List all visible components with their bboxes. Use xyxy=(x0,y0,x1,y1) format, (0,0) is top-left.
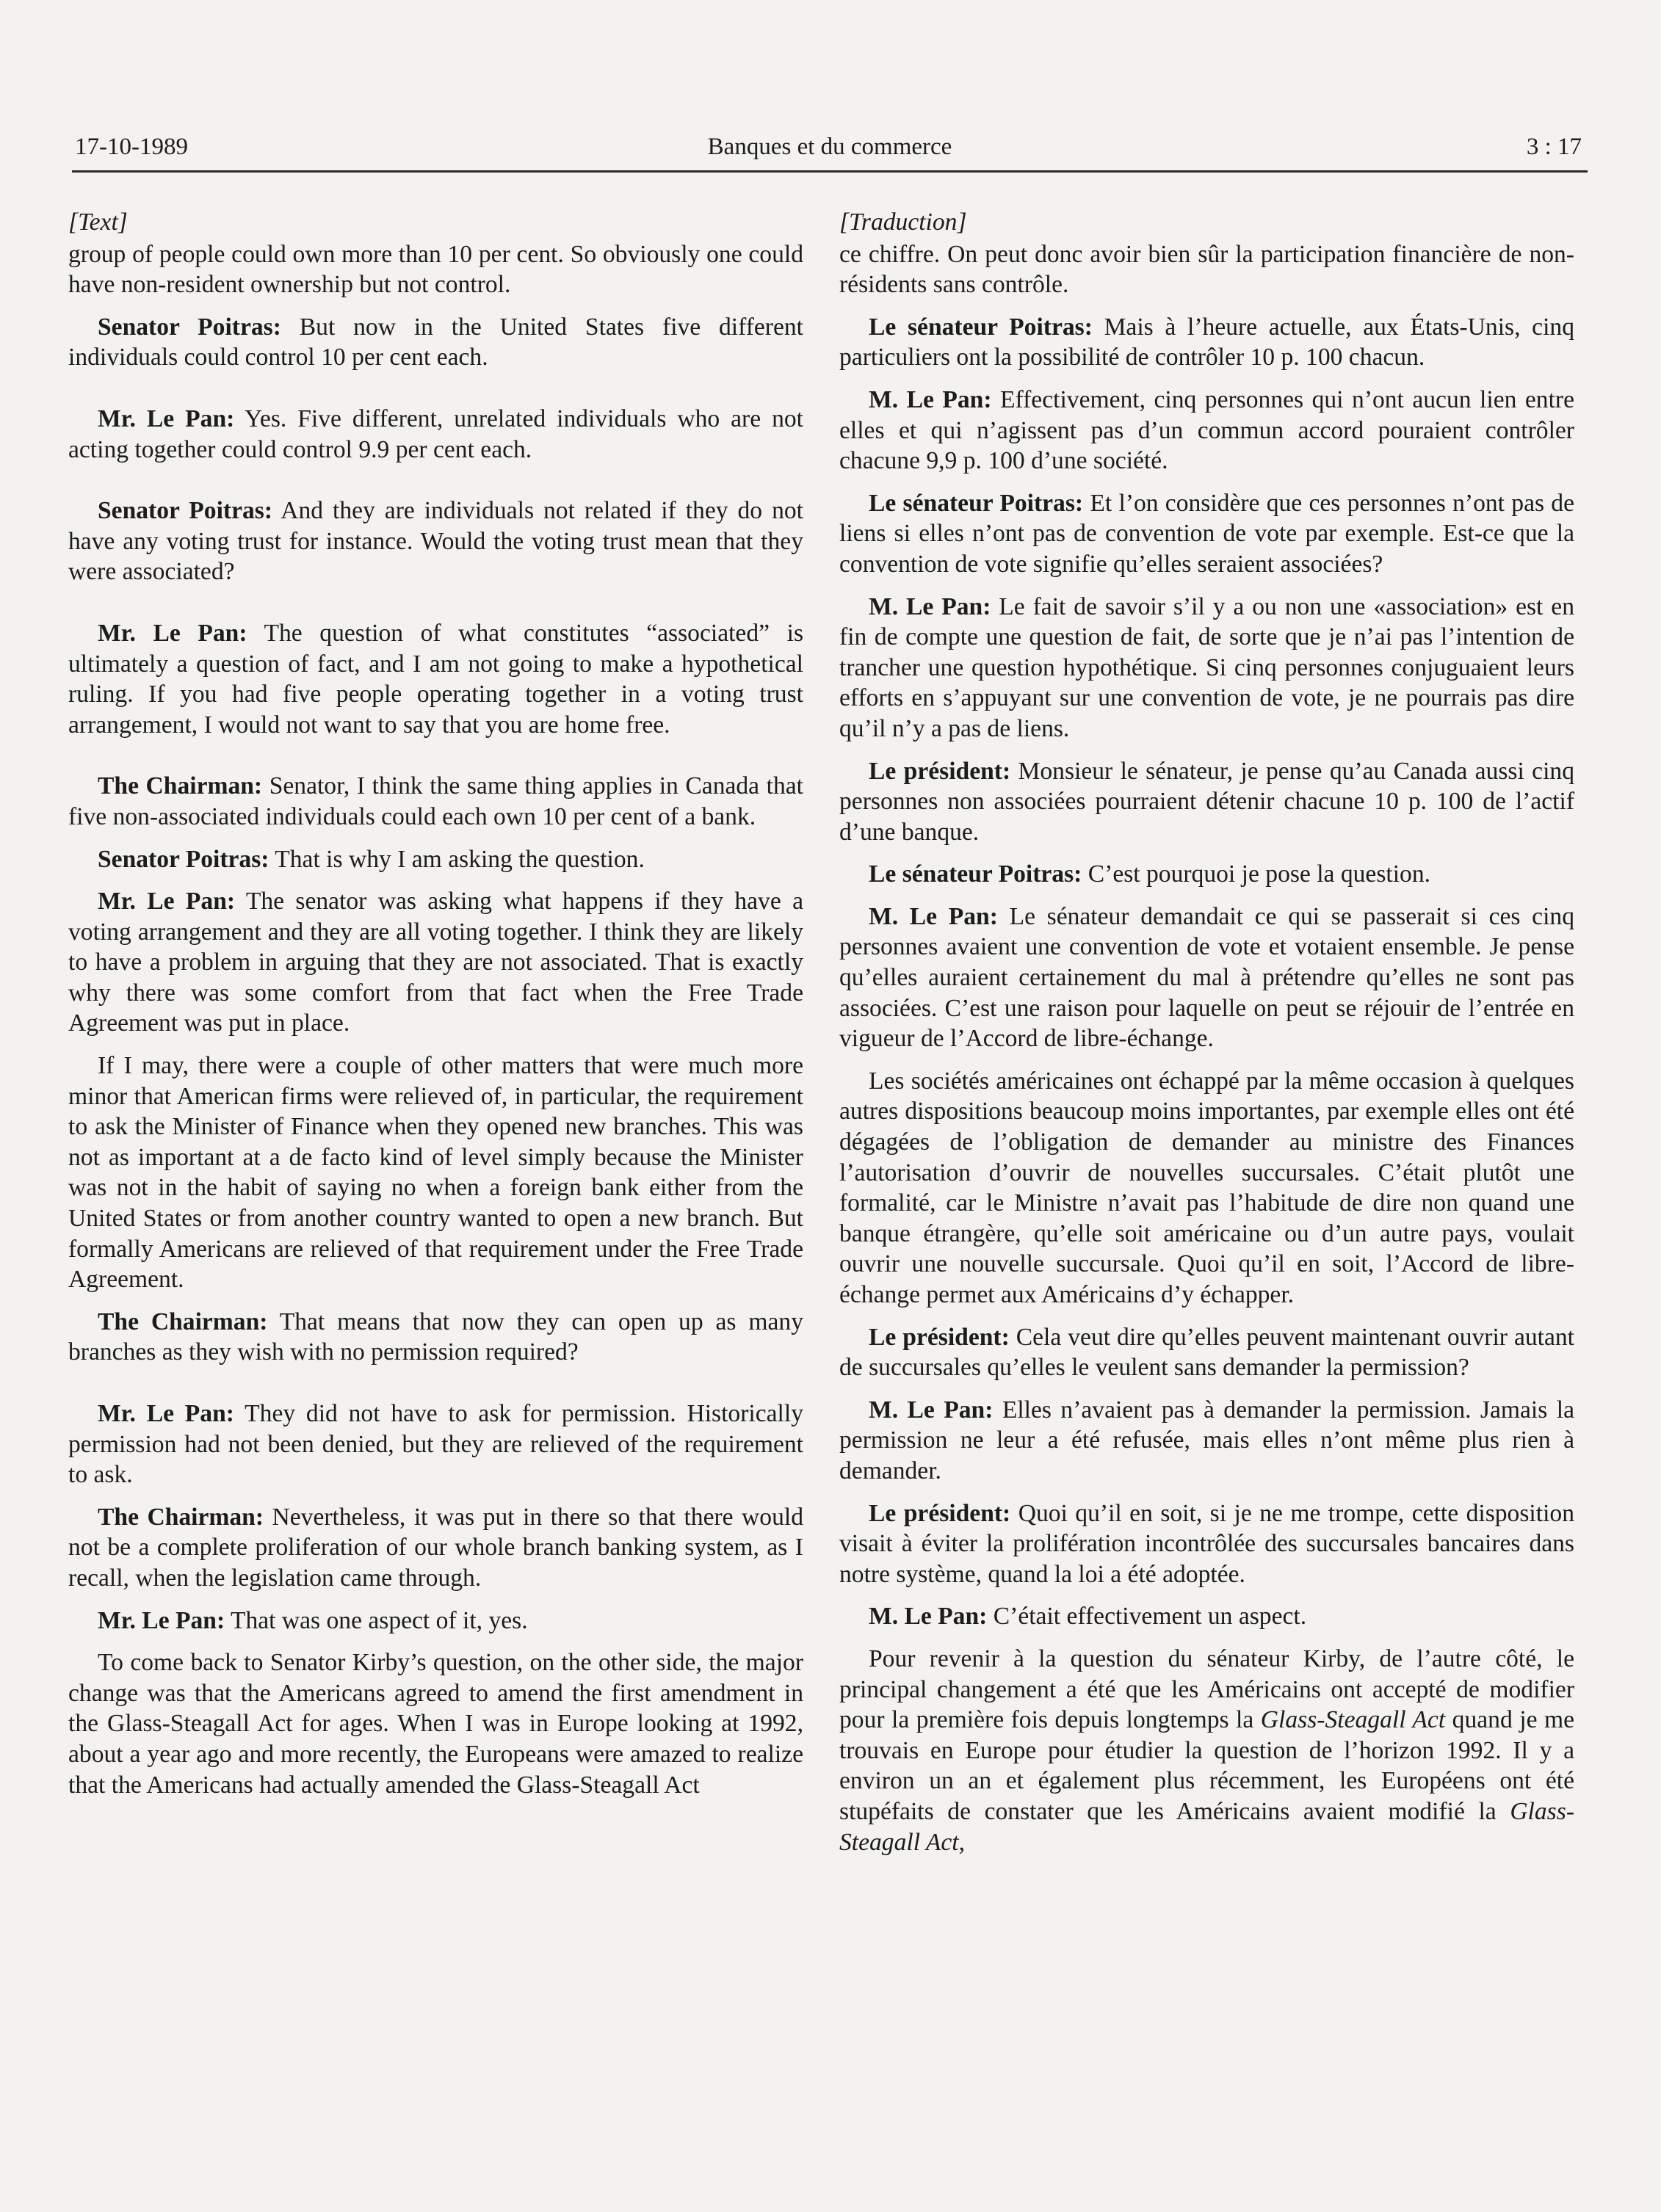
paragraph: Le sénateur Poitras: C’est pourquoi je pose la question. xyxy=(869,860,1431,888)
paragraph: Senator Poitras: That is why I am asking the question. xyxy=(98,845,645,873)
running-header xyxy=(72,131,1588,173)
english-column xyxy=(68,207,803,1812)
speaker-name: M. Le Pan: xyxy=(869,592,991,620)
paragraph: The Chairman: Senator, I think the same thing applies in Canada that five non-associated individuals could each own 10 per cent of a bank. xyxy=(68,772,804,830)
paragraph: The Chairman: That means that now they can open up as many branches as they wish with no permission required? xyxy=(68,1308,803,1366)
paragraph: ce chiffre. On peut donc avoir bien sûr la participation financière de non-résidents sans contrôle. xyxy=(839,240,1574,299)
paragraph: Senator Poitras: But now in the United States five different individuals could control 10 per cent each. xyxy=(68,313,803,371)
paragraph: The Chairman: Nevertheless, it was put in there so that there would not be a complete proliferation of our whole branch banking system, as I recall, when the legislation came through. xyxy=(68,1503,803,1592)
paragraph: Mr. Le Pan: Yes. Five different, unrelated individuals who are not acting together could control 9.9 per cent each. xyxy=(68,405,804,463)
speaker-name: Mr. Le Pan: xyxy=(98,1606,225,1634)
speaker-name: M. Le Pan: xyxy=(869,1603,988,1631)
paragraph: Mr. Le Pan: That was one aspect of it, yes. xyxy=(98,1606,528,1634)
header-title: Banques et du commerce xyxy=(707,134,952,160)
paragraph: Le président: Quoi qu’il en soit, si je ne me trompe, cette disposition visait à éviter la prolifération incontrôlée des succursales bancaires dans notre système, quand la loi a été adoptée. xyxy=(839,1499,1574,1588)
paragraph: M. Le Pan: C’était effectivement un aspect. xyxy=(869,1603,1307,1631)
act-title: Glass-Steagall Act xyxy=(839,1797,1574,1856)
speaker-name: The Chairman: xyxy=(98,772,263,800)
paragraph: Le président: Cela veut dire qu’elles peuvent maintenant ouvrir autant de succursales qu’elles le veulent sans demander la permission? xyxy=(839,1323,1574,1382)
column-label: [Traduction] xyxy=(839,208,967,236)
french-column xyxy=(839,207,1574,1869)
paragraph: M. Le Pan: Elles n’avaient pas à demander la permission. Jamais la permission ne leur a été refusée, mais elles n’ont même plus rien à demander. xyxy=(839,1396,1574,1484)
speaker-name: Mr. Le Pan: xyxy=(98,888,236,915)
paragraph: Pour revenir à la question du sénateur Kirby, de l’autre côté, le principal changement a été que les Américains ont accepté de modifier pour la première fois depuis longtemps la Glass-Steagall Act quand je me trouvais en Europe pour étudier la question de l’horizon 1992. Il y a environ un an et également plus récemment, les Européens ont été stupéfaits de constater que les Américains avaient modifié la Glass-Steagall Act, xyxy=(839,1645,1574,1856)
speaker-name: M. Le Pan: xyxy=(869,385,992,413)
act-title: Glass-Steagall Act xyxy=(1260,1706,1446,1734)
paragraph: If I may, there were a couple of other matters that were much more minor that American firms were relieved of, in particular, the requirement to ask the Minister of Finance when they opened new branches. This was not as important at a de facto kind of level simply because the Minister was not in the habit of saying no when a foreign bank either from the United States or from another country wanted to open a new branch. But formally Americans are relieved of that requirement under the Free Trade Agreement. xyxy=(68,1052,803,1294)
speaker-name: The Chairman: xyxy=(98,1308,268,1335)
paragraph: Mr. Le Pan: They did not have to ask for permission. Historically permission had not been denied, but they are relieved of the requirement to ask. xyxy=(68,1400,803,1489)
speaker-name: M. Le Pan: xyxy=(869,902,998,930)
speaker-name: Le président: xyxy=(869,1323,1010,1351)
paragraph: Le président: Monsieur le sénateur, je pense qu’au Canada aussi cinq personnes non associées pourraient détenir chacune 10 p. 100 de l’actif d’une banque. xyxy=(839,757,1574,846)
speaker-name: Senator Poitras: xyxy=(98,845,269,873)
paragraph: Le sénateur Poitras: Et l’on considère que ces personnes n’ont pas de liens si elles n’ont pas de convention de vote par exemple. Est-ce que la convention de vote signifie qu’elles seraient associées? xyxy=(839,489,1574,578)
speaker-name: Mr. Le Pan: xyxy=(98,1400,234,1427)
header-date: 17-10-1989 xyxy=(75,134,188,160)
paragraph: To come back to Senator Kirby’s question, on the other side, the major change was that the Americans agreed to amend the first amendment in the Glass-Steagall Act for ages. When I was in Europe looking at 1992, about a year ago and more recently, the Europeans were amazed to realize that the Americans had actually amended the Glass-Steagall Act xyxy=(68,1649,803,1799)
speaker-name: Le sénateur Poitras: xyxy=(869,489,1084,517)
page-number: 3 : 17 xyxy=(1526,134,1582,160)
paragraph: Les sociétés américaines ont échappé par la même occasion à quelques autres dispositions beaucoup moins importantes, par exemple elles ont été dégagées de l’obligation de demander au ministre des Finances l’autorisation d’ouvrir de nouvelles succursales. C’était plutôt une formalité, car le Ministre n’avait pas l’habitude de dire non quand une banque étrangère, qu’elle soit américaine ou d’un autre pays, voulait ouvrir une nouvelle succursale. Quoi qu’il en soit, l’Accord de libre-échange permet aux Américains d’y échapper. xyxy=(839,1067,1574,1308)
speaker-name: The Chairman: xyxy=(98,1503,264,1531)
speaker-name: Senator Poitras: xyxy=(98,497,273,525)
paragraph: Senator Poitras: And they are individuals not related if they do not have any voting trust for instance. Would the voting trust mean that they were associated? xyxy=(68,497,803,586)
speaker-name: Mr. Le Pan: xyxy=(98,405,235,432)
speaker-name: Senator Poitras: xyxy=(98,313,281,341)
speaker-name: Le président: xyxy=(869,1499,1011,1527)
speaker-name: Le sénateur Poitras: xyxy=(869,313,1093,341)
speaker-name: Le président: xyxy=(869,757,1011,785)
speaker-name: M. Le Pan: xyxy=(869,1396,994,1424)
paragraph: M. Le Pan: Le fait de savoir s’il y a ou non une «association» est en fin de compte une question de fait, de sorte que je n’ai pas l’intention de trancher une question hypothétique. Si cinq personnes conjuguaient leurs efforts en s’appuyant sur une convention de vote, je ne pourrais pas dire qu’il n’y a pas de liens. xyxy=(839,592,1574,742)
column-label: [Text] xyxy=(68,208,128,236)
paragraph: Mr. Le Pan: The senator was asking what happens if they have a voting arrangement and they are all voting together. I think they are likely to have a problem in arguing that they are not associated. That is exactly why there was some comfort from that fact when the Free Trade Agreement was put in place. xyxy=(68,888,803,1037)
paragraph: M. Le Pan: Effectivement, cinq personnes qui n’ont aucun lien entre elles et qui n’agissent pas d’un commun accord pouraient contrôler chacune 9,9 p. 100 d’une société. xyxy=(839,385,1574,475)
speaker-name: Mr. Le Pan: xyxy=(98,619,247,647)
paragraph: M. Le Pan: Le sénateur demandait ce qui se passerait si ces cinq personnes avaient une convention de vote et votaient ensemble. Je pense qu’elles auraient certainement du mal à prétendre qu’elles ne sont pas associées. C’est une raison pour laquelle on peut se réjouir de l’entrée en vigueur de l’Accord de libre-échange. xyxy=(839,902,1574,1053)
paragraph: group of people could own more than 10 per cent. So obviously one could have non-resident ownership but not control. xyxy=(68,240,803,299)
speaker-name: Le sénateur Poitras: xyxy=(869,860,1082,888)
paragraph: Le sénateur Poitras: Mais à l’heure actuelle, aux États-Unis, cinq particuliers ont la possibilité de contrôler 10 p. 100 chacun. xyxy=(839,313,1574,371)
paragraph: Mr. Le Pan: The question of what constitutes “associated” is ultimately a question of fact, and I am not going to make a hypothetical ruling. If you had five people operating together in a voting trust arrangement, I would not want to say that you are home free. xyxy=(68,619,804,739)
